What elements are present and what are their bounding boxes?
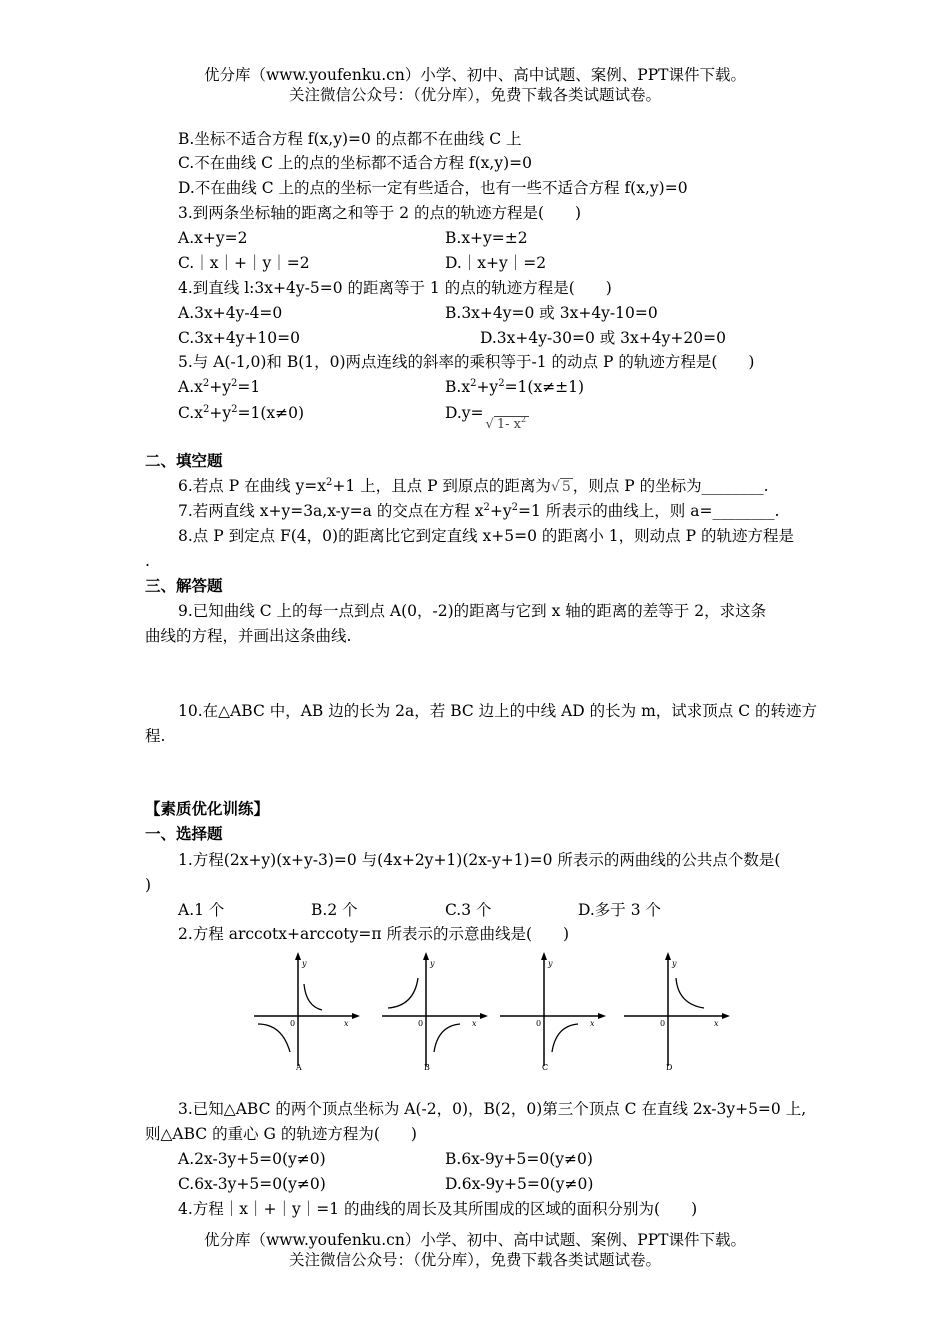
y-axis-arrow bbox=[541, 952, 547, 960]
p3-option-d: D.6x-9y+5=0(y≠0) bbox=[445, 1175, 594, 1193]
origin-label: 0 bbox=[418, 1019, 424, 1028]
p1-option-a: A.1 个 bbox=[178, 901, 225, 919]
x-label: x bbox=[590, 1019, 595, 1028]
q2-option-d: D.不在曲线 C 上的点的坐标一定有些适合，也有一些不适合方程 f(x,y)=0 bbox=[178, 179, 688, 197]
y-label: y bbox=[672, 959, 677, 968]
q5-option-b: $B.x^2+y^2=1(x\ne\pm 1)$ bbox=[445, 378, 585, 396]
section-answer-title: 三、解答题 bbox=[145, 576, 223, 595]
section-fill-in-title: 二、填空题 bbox=[145, 451, 223, 470]
q3-option-c: C.｜x｜+｜y｜=2 bbox=[178, 254, 310, 272]
y-axis-arrow bbox=[295, 952, 301, 960]
curve-upper bbox=[304, 984, 322, 1010]
q8-line-1: 8.点 P 到定点 F(4，0)的距离比它到定直线 x+5=0 的距离小 1，则动点 P 的轨迹方程是 bbox=[178, 527, 794, 545]
section-quality-title: 【素质优化训练】 bbox=[145, 799, 270, 818]
graph-d bbox=[622, 948, 732, 1074]
q9-line-1: 9.已知曲线 C 上的每一点到点 A(0，-2)的距离与它到 x 轴的距离的差等于 2，求这条 bbox=[178, 602, 767, 620]
p4-stem: 4.方程｜x｜+｜y｜=1 的曲线的周长及其所围成的区域的面积分别为( ) bbox=[178, 1200, 698, 1218]
p3-option-a: A.2x-3y+5=0(y≠0) bbox=[178, 1150, 326, 1168]
q4-option-c: C.3x+4y+10=0 bbox=[178, 329, 301, 347]
section-choice-title: 一、选择题 bbox=[145, 824, 223, 843]
y-axis-arrow bbox=[423, 952, 429, 960]
q4-stem: 4.到直线 l:3x+4y-5=0 的距离等于 1 的点的轨迹方程是( ) bbox=[178, 279, 612, 297]
p2-stem: 2.方程 arccotx+arccoty=π 所表示的示意曲线是( ) bbox=[178, 925, 570, 943]
curve-lower bbox=[434, 1024, 460, 1052]
q7-text: 7.若两直线 x+y=3a,x-y=a 的交点在方程 $x^2+y^2=1$ 所表示的曲线上，则 a=________. bbox=[178, 502, 780, 520]
p1-option-c: C.3 个 bbox=[445, 901, 492, 919]
curve-upper bbox=[676, 978, 704, 1008]
curve-lower bbox=[552, 1024, 578, 1052]
origin-label: 0 bbox=[536, 1019, 542, 1028]
p1-stem-line-2: ) bbox=[145, 876, 152, 894]
q5-option-c: $C.x^2+y^2=1(x\ne 0)$ bbox=[178, 404, 305, 422]
x-label: x bbox=[472, 1019, 477, 1028]
q3-option-b: B.x+y=±2 bbox=[445, 229, 528, 247]
y-label: y bbox=[430, 959, 435, 968]
graph-label: D bbox=[666, 1063, 673, 1072]
curve-lower bbox=[258, 1024, 290, 1052]
x-axis-arrow bbox=[352, 1013, 360, 1019]
x-label: x bbox=[344, 1019, 349, 1028]
q3-option-d: D.｜x+y｜=2 bbox=[445, 254, 547, 272]
footer-line-2: 关注微信公众号：（优分库），免费下载各类试题试卷。 bbox=[288, 1251, 661, 1269]
x-axis-arrow bbox=[480, 1013, 488, 1019]
q4-option-d: D.3x+4y-30=0 或 3x+4y+20=0 bbox=[480, 329, 726, 347]
graph-label: B bbox=[424, 1063, 430, 1072]
q10-line-1: 10.在△ABC 中，AB 边的长为 2a，若 BC 边上的中线 AD 的长为 m，试求顶点 C 的转迹方 bbox=[178, 702, 817, 720]
p1-option-b: B.2 个 bbox=[311, 901, 358, 919]
p3-stem-line-1: 3.已知△ABC 的两个顶点坐标为 A(-2，0)，B(2，0)第三个顶点 C 在直线 2x-3y+5=0 上, bbox=[178, 1100, 807, 1118]
p3-option-c: C.6x-3y+5=0(y≠0) bbox=[178, 1175, 326, 1193]
p3-stem-line-2: 则△ABC 的重心 G 的轨迹方程为( ) bbox=[145, 1125, 417, 1143]
x-label: x bbox=[714, 1019, 719, 1028]
graph-c bbox=[498, 948, 608, 1074]
y-label: y bbox=[302, 959, 307, 968]
graph-label: C bbox=[542, 1063, 549, 1072]
q5-stem: 5.与 A(-1,0)和 B(1，0)两点连线的斜率的乘积等于-1 的动点 P 的轨迹方程是( ) bbox=[178, 353, 755, 371]
y-axis-arrow bbox=[665, 952, 671, 960]
sqrt-symbol: √ 1- $x^2$ bbox=[486, 415, 530, 435]
x-axis-arrow bbox=[722, 1013, 730, 1019]
q6-text: 6.若点 P 在曲线 $y=x^2+1$ 上，且点 P 到原点的距离为√ 5 ，则点 P 的坐标为________. bbox=[178, 477, 769, 495]
q5-option-d: D.y=√ 1- $x^2$ bbox=[445, 403, 529, 425]
q3-option-a: A.x+y=2 bbox=[178, 229, 248, 247]
curve-upper bbox=[388, 978, 418, 1008]
q2-option-c: C.不在曲线 C 上的点的坐标都不适合方程 f(x,y)=0 bbox=[178, 154, 532, 172]
graph-label: A bbox=[296, 1063, 302, 1072]
q2-option-b: B.坐标不适合方程 f(x,y)=0 的点都不在曲线 C 上 bbox=[178, 130, 522, 148]
sqrt-symbol: √ 5 bbox=[550, 479, 571, 495]
p3-option-b: B.6x-9y+5=0(y≠0) bbox=[445, 1150, 593, 1168]
origin-label: 0 bbox=[290, 1019, 296, 1028]
q10-line-2: 程. bbox=[145, 727, 166, 745]
origin-label: 0 bbox=[660, 1019, 666, 1028]
p1-option-d: D.多于 3 个 bbox=[578, 901, 662, 919]
graph-b bbox=[380, 948, 490, 1074]
q5-option-a: $A.x^2+y^2=1$ bbox=[178, 378, 261, 396]
header-line-1: 优分库（www.youfenku.cn）小学、初中、高中试题、案例、PPT课件下载。 bbox=[203, 66, 747, 84]
graph-a bbox=[252, 948, 362, 1074]
y-label: y bbox=[548, 959, 553, 968]
p1-stem-line-1: 1.方程(2x+y)(x+y-3)=0 与(4x+2y+1)(2x-y+1)=0 所表示的两曲线的公共点个数是( bbox=[178, 851, 781, 869]
x-axis-arrow bbox=[598, 1013, 606, 1019]
q9-line-2: 曲线的方程，并画出这条曲线. bbox=[145, 627, 352, 645]
footer-line-1: 优分库（www.youfenku.cn）小学、初中、高中试题、案例、PPT课件下载。 bbox=[203, 1231, 747, 1249]
q4-option-b: B.3x+4y=0 或 3x+4y-10=0 bbox=[445, 304, 658, 322]
q4-option-a: A.3x+4y-4=0 bbox=[178, 304, 283, 322]
q3-stem: 3.到两条坐标轴的距离之和等于 2 的点的轨迹方程是( ) bbox=[178, 204, 582, 222]
header-line-2: 关注微信公众号：（优分库），免费下载各类试题试卷。 bbox=[288, 86, 661, 104]
q8-line-2: . bbox=[145, 552, 150, 570]
